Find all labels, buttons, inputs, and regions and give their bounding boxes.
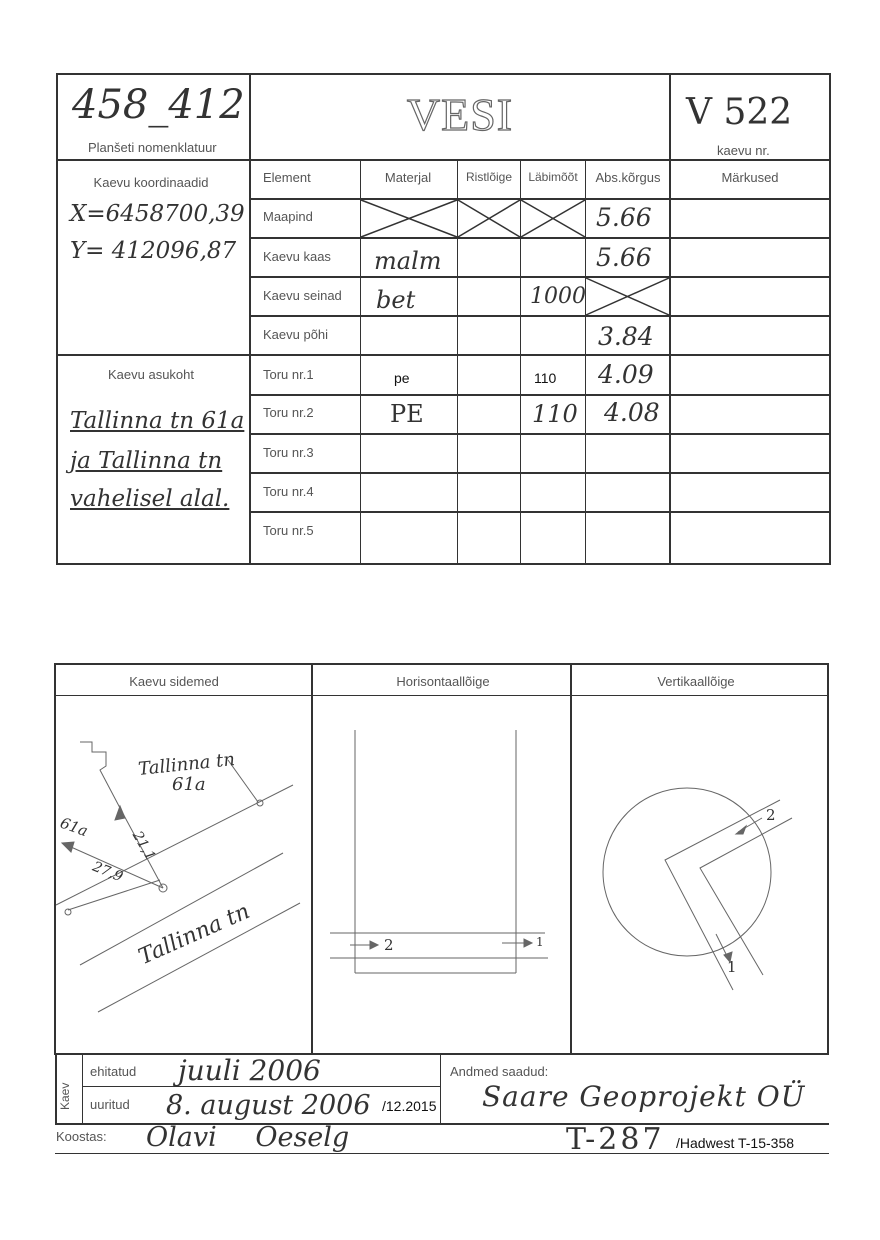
row-element: Kaevu seinad — [263, 288, 342, 303]
panel-header-vertikaal: Vertikaallõige — [657, 674, 735, 689]
coordinates-label: Kaevu koordinaadid — [93, 175, 209, 190]
row-abs: 5.66 — [596, 243, 652, 272]
uuritud-extra: /12.2015 — [382, 1098, 437, 1114]
well-number-label: kaevu nr. — [717, 143, 770, 158]
col-header-element: Element — [263, 170, 311, 185]
document-number: T-287 — [566, 1122, 665, 1157]
building-number-label: 61a — [172, 774, 206, 795]
row-element: Maapind — [263, 209, 313, 224]
andmed-label: Andmed saadud: — [450, 1064, 549, 1079]
well-number-value: V 522 — [686, 92, 793, 133]
dim-label-61a: 61a — [57, 813, 91, 841]
andmed-value: Saare Geoprojekt OÜ — [482, 1080, 806, 1113]
row-element: Toru nr.3 — [263, 445, 314, 460]
arrowhead — [62, 842, 74, 852]
row-element: Toru nr.1 — [263, 367, 314, 382]
location-label: Kaevu asukoht — [107, 367, 195, 382]
location-line-1: Tallinna tn 61a — [70, 408, 245, 434]
arrowhead — [370, 941, 378, 949]
dim-label-27-9: 27,9 — [90, 858, 126, 886]
arrowhead — [524, 939, 532, 947]
vertical-pipe-2-label: 2 — [766, 806, 776, 824]
row-materjal: PE — [390, 400, 424, 428]
row-labimoot: 1000 — [530, 284, 586, 309]
col-header-materjal: Materjal — [384, 170, 432, 185]
coord-x: X=6458700,39 — [70, 201, 245, 227]
uuritud-value: 8. august 2006 — [166, 1090, 371, 1121]
col-header-labimoot: Läbimõõt — [528, 170, 578, 184]
panel-header-sidemed: Kaevu sidemed — [129, 674, 219, 689]
vertical-pipe-1-label: 1 — [727, 958, 737, 976]
arrowhead — [115, 806, 125, 820]
nomenclature-label: Planšeti nomenklatuur — [88, 140, 217, 155]
row-element: Kaevu kaas — [263, 249, 331, 264]
document-number-extra: /Hadwest T-15-358 — [676, 1135, 795, 1151]
location-line-3: vahelisel alal. — [70, 486, 230, 512]
uuritud-label: uuritud — [90, 1097, 130, 1112]
row-labimoot: 110 — [532, 400, 578, 428]
row-abs: 5.66 — [596, 203, 652, 232]
row-abs: 4.08 — [604, 398, 660, 427]
ehitatud-label: ehitatud — [90, 1064, 137, 1079]
row-element: Toru nr.4 — [263, 484, 314, 499]
koostas-value: Olavi Oeselg — [146, 1122, 350, 1153]
document-title: VESI — [406, 89, 514, 140]
well-circle — [603, 788, 771, 956]
building-outline — [80, 742, 120, 808]
row-element: Toru nr.5 — [263, 523, 314, 538]
row-materjal: pe — [394, 370, 410, 386]
col-header-ristloige: Ristlõige — [465, 170, 513, 184]
dim-label-21-1: 21,1 — [128, 828, 159, 864]
row-element: Kaevu põhi — [263, 327, 329, 342]
ehitatud-value: juuli 2006 — [178, 1054, 321, 1087]
row-materjal: bet — [376, 286, 416, 314]
pipe-outer — [665, 800, 780, 990]
col-header-abs-korgus: Abs.kõrgus — [595, 170, 661, 185]
coord-y: Y= 412096,87 — [70, 238, 237, 264]
nomenclature-value: 458_412 — [72, 82, 245, 128]
row-abs: 3.84 — [598, 322, 654, 351]
row-abs: 4.09 — [598, 360, 654, 389]
pipe-1-label: 1 — [536, 935, 544, 949]
koostas-label: Koostas: — [56, 1129, 107, 1144]
panel-header-horisontaal: Horisontaallõige — [396, 674, 490, 689]
building-label: Tallinna tn — [137, 748, 236, 781]
location-line-2: ja Tallinna tn — [70, 448, 223, 474]
pipe-2-label: 2 — [384, 936, 394, 954]
street-edge-upper — [56, 785, 293, 905]
row-materjal: malm — [374, 247, 442, 275]
col-header-markused: Märkused — [721, 170, 779, 185]
street-label: Tallinna tn — [135, 898, 254, 971]
row-element: Toru nr.2 — [263, 405, 314, 420]
kaev-label: Kaev — [58, 1082, 72, 1110]
dimension-line — [68, 880, 160, 910]
arrowhead — [736, 826, 746, 834]
row-labimoot: 110 — [534, 370, 557, 386]
